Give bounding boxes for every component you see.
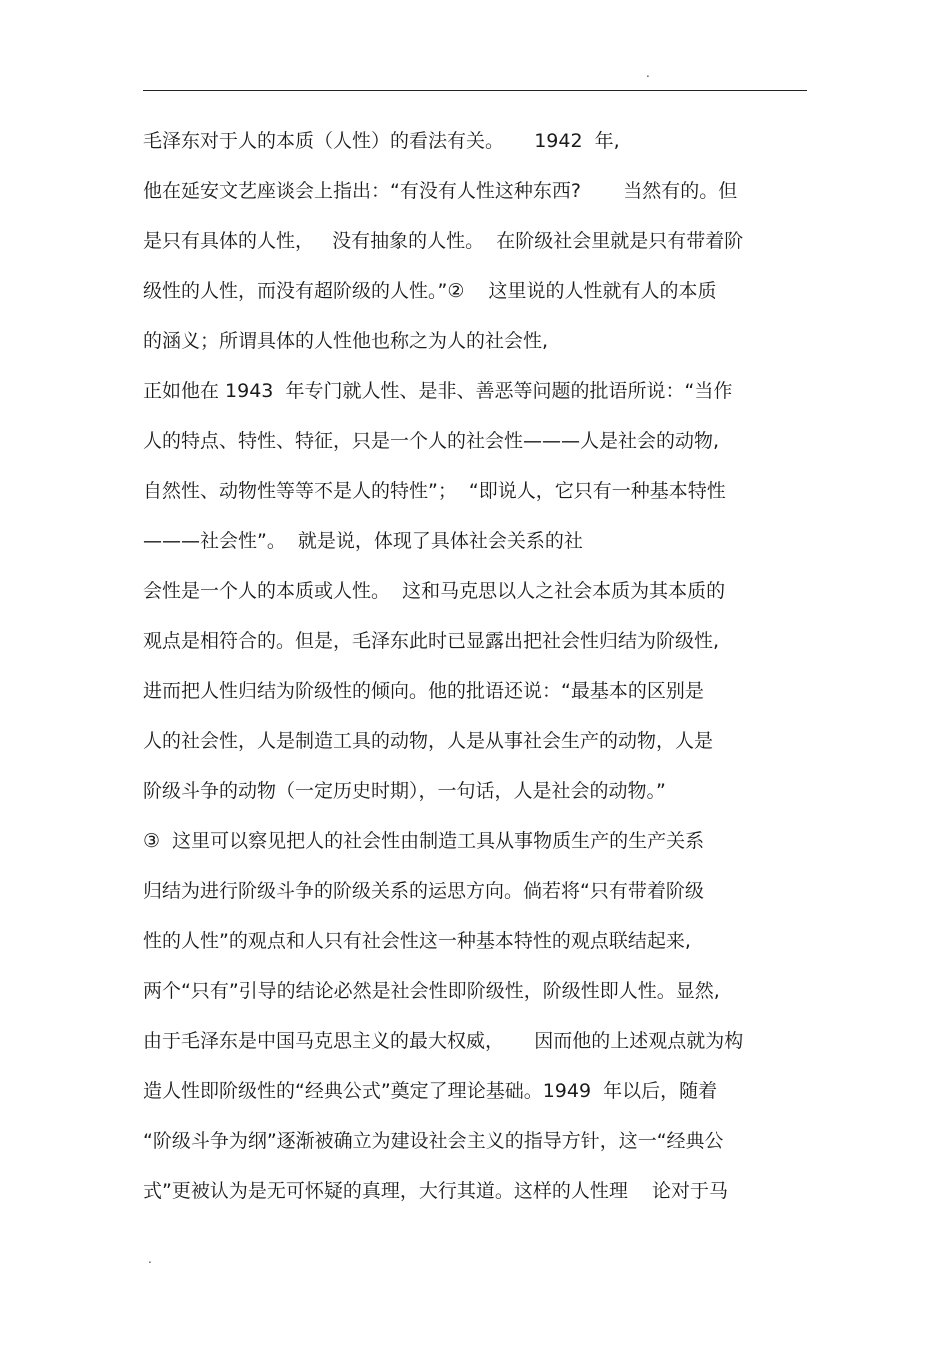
text-line-4: 级性的人性，而没有超阶级的人性。”② 这里说的人性就有人的本质 — [143, 280, 717, 302]
body-text — [143, 124, 833, 1224]
text-line-1: 毛泽东对于人的本质（人性）的看法有关。 1942 年, — [143, 130, 620, 152]
text-line-20: 造人性即阶级性的“经典公式”奠定了理论基础。1949 年以后，随着 — [143, 1080, 718, 1102]
text-line-17: 性的人性”的观点和人只有社会性这一种基本特性的观点联结起来, — [143, 930, 691, 952]
text-line-12: 进而把人性归结为阶级性的倾向。他的批语还说：“最基本的区别是 — [143, 680, 704, 702]
text-line-5: 的涵义；所谓具体的人性他也称之为人的社会性, — [143, 330, 549, 352]
text-line-3: 是只有具体的人性， 没有抽象的人性。 在阶级社会里就是只有带着阶 — [143, 230, 744, 252]
text-line-6: 正如他在 1943 年专门就人性、是非、善恶等问题的批语所说：“当作 — [143, 380, 733, 402]
text-line-2: 他在延安文艺座谈会上指出：“有没有人性这种东西? 当然有的。但 — [143, 180, 738, 202]
text-line-13: 人的社会性，人是制造工具的动物，人是从事社会生产的动物，人是 — [143, 730, 714, 752]
text-line-14: 阶级斗争的动物（一定历史时期），一句话，人是社会的动物。” — [143, 780, 666, 802]
text-line-8: 自然性、动物性等等不是人的特性”； “即说人，它只有一种基本特性 — [143, 480, 726, 502]
text-line-11: 观点是相符合的。但是，毛泽东此时已显露出把社会性归结为阶级性, — [143, 630, 720, 652]
text-line-18: 两个“只有”引导的结论必然是社会性即阶级性，阶级性即人性。显然, — [143, 980, 720, 1002]
text-line-21: “阶级斗争为纲”逐渐被确立为建设社会主义的指导方针，这一“经典公 — [143, 1130, 724, 1152]
text-line-7: 人的特点、特性、特征，只是一个人的社会性———人是社会的动物, — [143, 430, 720, 452]
text-line-15: ③ 这里可以察见把人的社会性由制造工具从事物质生产的生产关系 — [143, 830, 705, 852]
header-dot: . — [646, 66, 650, 80]
text-line-22: 式”更被认为是无可怀疑的真理，大行其道。这样的人性理 论对于马 — [143, 1180, 729, 1202]
text-line-9: ———社会性”。 就是说，体现了具体社会关系的社 — [143, 530, 583, 552]
text-line-19: 由于毛泽东是中国马克思主义的最大权威， 因而他的上述观点就为构 — [143, 1030, 744, 1052]
text-line-16: 归结为进行阶级斗争的阶级关系的运思方向。倘若将“只有带着阶级 — [143, 880, 704, 902]
header-rule — [143, 90, 807, 91]
text-line-10: 会性是一个人的本质或人性。 这和马克思以人之社会本质为其本质的 — [143, 580, 726, 602]
footer-dot: . — [148, 1252, 152, 1266]
